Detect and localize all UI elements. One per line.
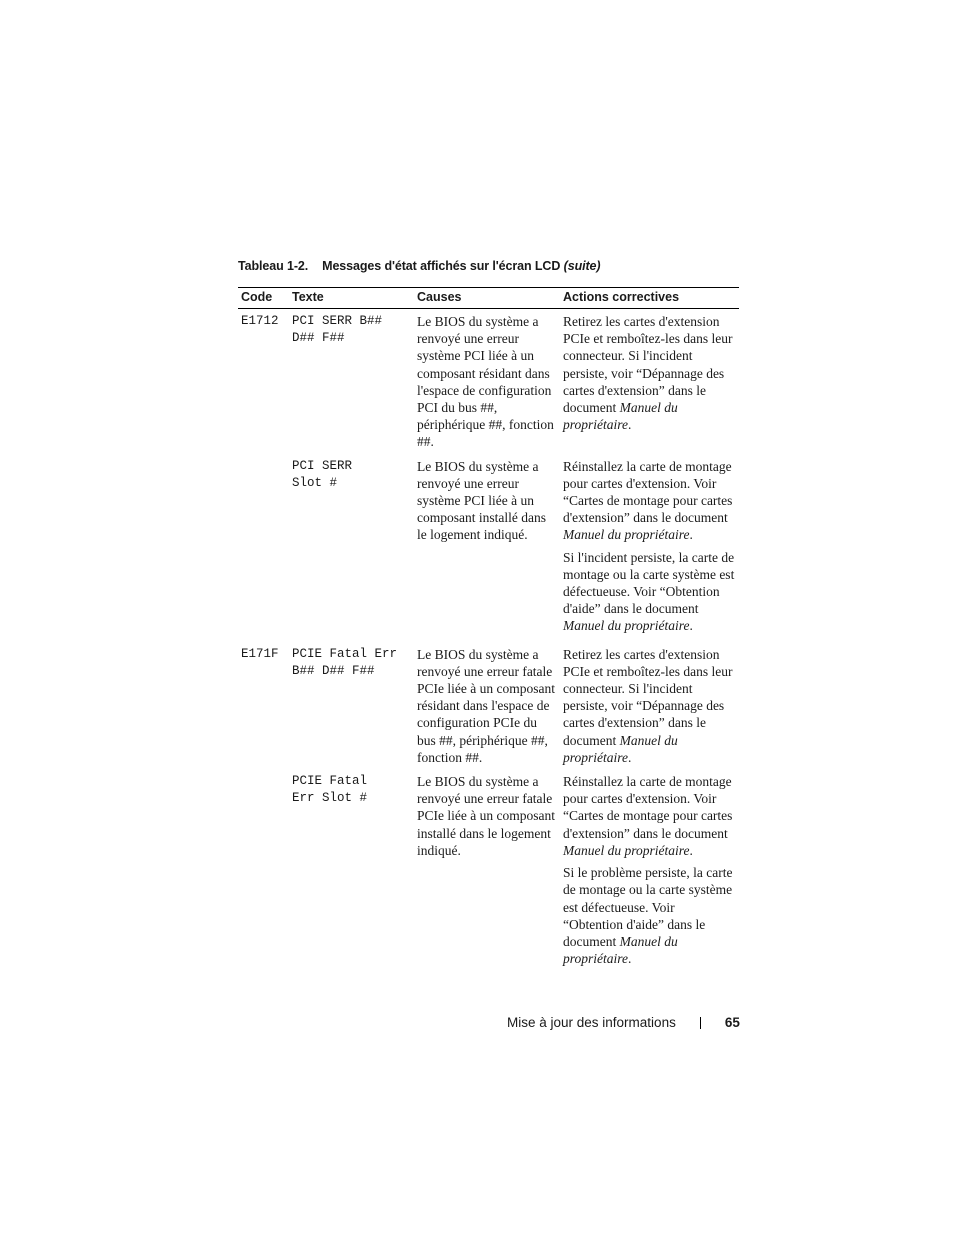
- manual-reference: Manuel du propriétaire: [563, 400, 678, 433]
- cell-actions: [560, 768, 739, 967]
- action-end: .: [689, 842, 693, 858]
- table-row: [238, 768, 739, 967]
- header-code: Code: [238, 288, 289, 309]
- caption-suffix: (suite): [563, 259, 601, 273]
- manual-reference: Manuel du propriétaire: [563, 618, 690, 634]
- cell-code: [238, 768, 289, 967]
- action-paragraph: [563, 313, 736, 433]
- cell-code: E1712: [241, 314, 279, 328]
- cell-causes: Le BIOS du système a renvoyé une erreur système PCI liée à un composant installé dans le logement indiqué.: [417, 458, 546, 543]
- cell-actions: [560, 309, 739, 453]
- table-row: [238, 641, 739, 768]
- action-paragraph: [563, 458, 736, 544]
- table-row: [238, 309, 739, 453]
- action-paragraph: [563, 864, 736, 967]
- action-end: .: [689, 527, 693, 543]
- table-caption: [238, 259, 600, 273]
- cell-code: [238, 453, 289, 641]
- cell-causes: Le BIOS du système a renvoyé une erreur fatale PCIe liée à un composant installé dans le logement indiqué.: [417, 774, 555, 858]
- manual-reference: Manuel du propriétaire: [563, 842, 690, 858]
- cell-texte: PCIE Fatal Err Slot #: [292, 774, 368, 806]
- status-messages-table: [238, 287, 739, 967]
- caption-title: Messages d'état affichés sur l'écran LCD: [322, 259, 561, 273]
- caption-label: Tableau 1-2.: [238, 259, 309, 273]
- action-end: .: [628, 749, 632, 765]
- cell-actions: [560, 453, 739, 641]
- action-text: Réinstallez la carte de montage pour cartes d'extension. Voir “Cartes de montage pour cartes d'extension” dans le document: [563, 458, 733, 526]
- action-paragraph: [563, 646, 736, 766]
- action-text: Retirez les cartes d'extension PCIe et remboîtez-les dans leur connecteur. Si l'incident persiste, voir “Dépannage des cartes d'extension” dans le document: [563, 314, 733, 416]
- action-text: Si l'incident persiste, la carte de montage ou la carte système est défectueuse. Voir “Obtention d'aide” dans le document: [563, 549, 735, 617]
- header-actions: Actions correctives: [560, 288, 739, 309]
- footer-separator: [700, 1017, 701, 1029]
- action-text: Réinstallez la carte de montage pour cartes d'extension. Voir “Cartes de montage pour cartes d'extension” dans le document: [563, 774, 733, 841]
- cell-causes: Le BIOS du système a renvoyé une erreur système PCI liée à un composant résidant dans l'espace de configuration PCI du bus ##, périphérique ##, fonction ##.: [417, 314, 554, 450]
- cell-actions: [560, 641, 739, 768]
- header-texte: Texte: [289, 288, 414, 309]
- cell-texte: PCIE Fatal Err B## D## F##: [292, 646, 398, 678]
- action-text: Retirez les cartes d'extension PCIe et remboîtez-les dans leur connecteur. Si l'incident persiste, voir “Dépannage des cartes d'extension” dans le document: [563, 646, 733, 748]
- page-number: 65: [724, 1015, 740, 1030]
- cell-texte: PCI SERR Slot #: [292, 458, 353, 490]
- cell-texte: PCI SERR B## D## F##: [292, 314, 383, 346]
- manual-reference: Manuel du propriétaire: [563, 527, 690, 543]
- action-paragraph: [563, 549, 736, 635]
- cell-code: E171F: [241, 646, 279, 661]
- action-end: .: [628, 951, 632, 967]
- action-paragraph: [563, 773, 736, 859]
- table-row: [238, 453, 739, 641]
- manual-reference: Manuel du propriétaire: [563, 732, 678, 765]
- cell-causes: Le BIOS du système a renvoyé une erreur fatale PCIe liée à un composant résidant dans l'espace de configuration PCIe du bus ##, périphérique ##, fonction ##.: [417, 646, 555, 765]
- action-end: .: [689, 618, 693, 634]
- action-text: Si le problème persiste, la carte de montage ou la carte système est défectueuse. Voir “Obtention d'aide” dans le document: [563, 865, 733, 949]
- header-causes: Causes: [414, 288, 560, 309]
- action-end: .: [628, 417, 632, 433]
- manual-reference: Manuel du propriétaire: [563, 933, 678, 967]
- table-header-row: [238, 288, 739, 309]
- page-footer: [507, 1015, 740, 1030]
- footer-section-title: Mise à jour des informations: [507, 1015, 676, 1030]
